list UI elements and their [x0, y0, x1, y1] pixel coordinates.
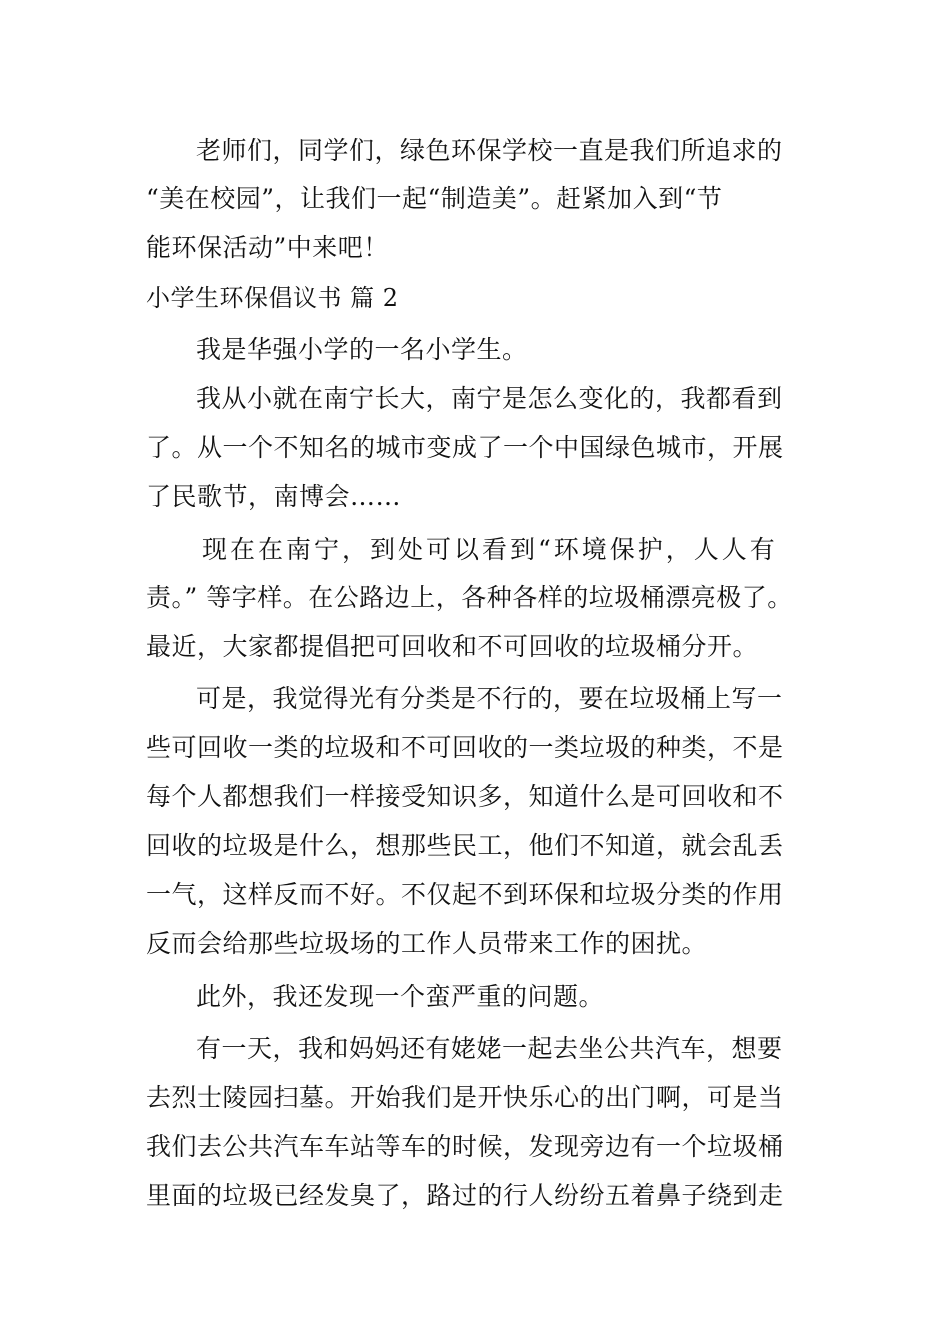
paragraph-line: 些可回收一类的垃圾和不可回收的一类垃圾的种类，不是 [146, 733, 784, 762]
paragraph-line: 可是，我觉得光有分类是不行的，要在垃圾桶上写一 [196, 684, 783, 713]
section-heading: 小学生环保倡议书 篇 2 [146, 284, 399, 312]
paragraph-line: 了。从一个不知名的城市变成了一个中国绿色城市，开展 [146, 433, 784, 462]
paragraph-line: 了民歌节，南博会…… [146, 482, 402, 511]
paragraph-line: 现在在南宁，到处可以看到“环境保护，人人有 [202, 535, 778, 564]
paragraph-line: 责。” 等字样。在公路边上，各种各样的垃圾桶漂亮极了。 [146, 583, 793, 612]
paragraph-line: “美在校园”，让我们一起“制造美”。赶紧加入到“节 [146, 184, 723, 213]
paragraph-line: 最近，大家都提倡把可回收和不可回收的垃圾桶分开。 [146, 632, 759, 661]
paragraph-line: 反而会给那些垃圾场的工作人员带来工作的困扰。 [146, 929, 708, 958]
paragraph-line: 此外，我还发现一个蛮严重的问题。 [196, 982, 605, 1011]
paragraph-line: 有一天，我和妈妈还有姥姥一起去坐公共汽车，想要 [196, 1034, 783, 1063]
paragraph-line: 我们去公共汽车车站等车的时候，发现旁边有一个垃圾桶 [146, 1132, 784, 1161]
paragraph-line: 回收的垃圾是什么，想那些民工，他们不知道，就会乱丢 [146, 831, 784, 860]
paragraph-line: 能环保活动”中来吧！ [146, 233, 389, 262]
paragraph-line: 去烈士陵园扫墓。开始我们是开快乐心的出门啊，可是当 [146, 1083, 784, 1112]
paragraph-line: 老师们，同学们，绿色环保学校一直是我们所追求的 [196, 136, 783, 165]
paragraph-line: 里面的垃圾已经发臭了，路过的行人纷纷五着鼻子绕到走 [146, 1181, 784, 1210]
paragraph-line: 我从小就在南宁长大，南宁是怎么变化的，我都看到 [196, 384, 783, 413]
paragraph-line: 我是华强小学的一名小学生。 [196, 335, 528, 364]
paragraph-line: 一气，这样反而不好。不仅起不到环保和垃圾分类的作用 [146, 880, 784, 909]
paragraph-line: 每个人都想我们一样接受知识多，知道什么是可回收和不 [146, 782, 784, 811]
